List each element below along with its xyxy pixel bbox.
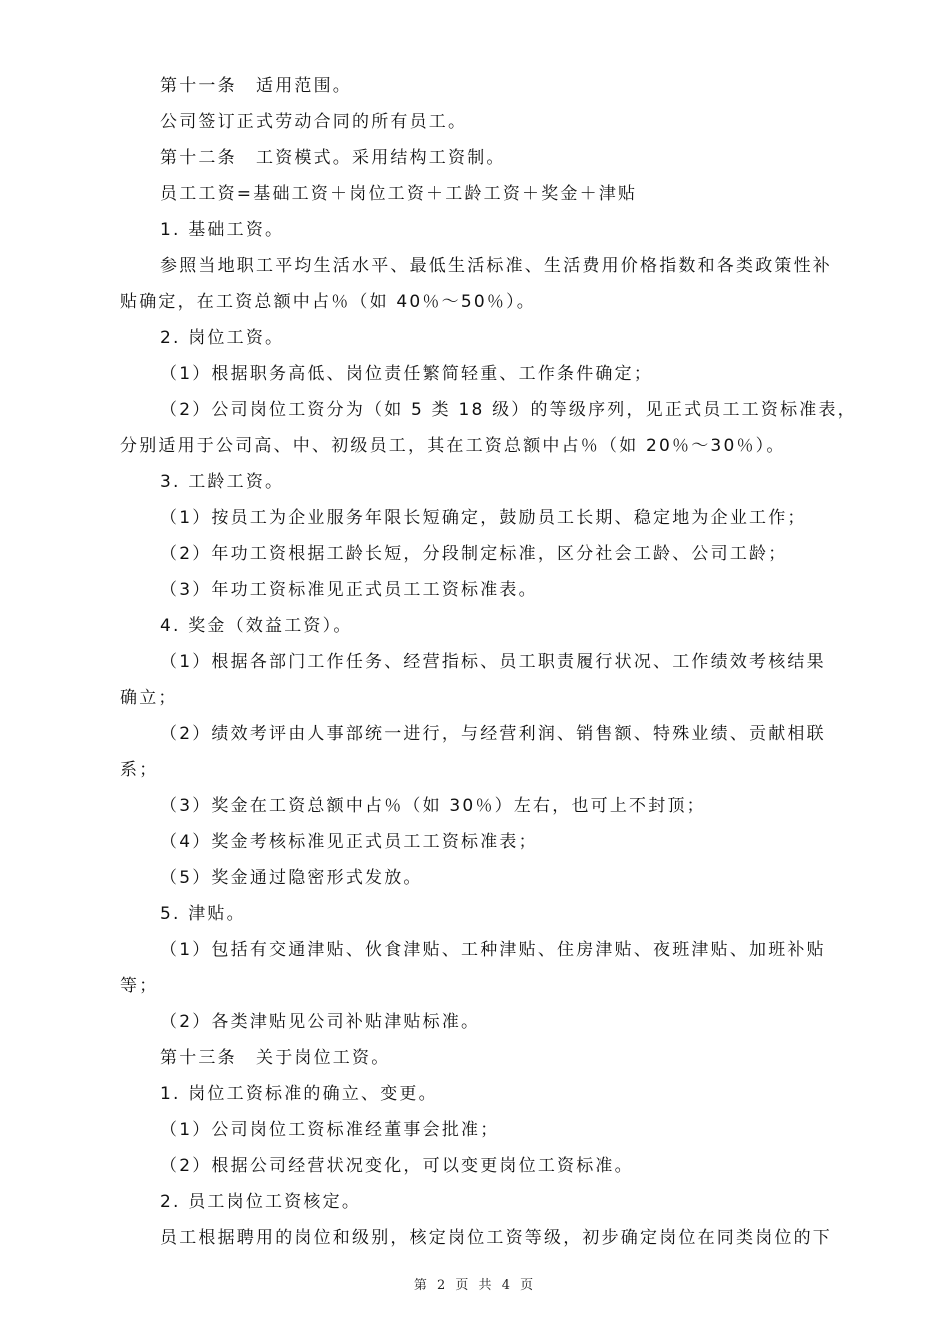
paragraph-line: （2）绩效考评由人事部统一进行，与经营利润、销售额、特殊业绩、贡献相联 [160, 724, 826, 744]
paragraph-line: （1）根据职务高低、岗位责任繁简轻重、工作条件确定； [160, 364, 654, 384]
paragraph-line: 2. 岗位工资。 [160, 328, 285, 348]
paragraph-line: （2）年功工资根据工龄长短，分段制定标准，区分社会工龄、公司工龄； [160, 544, 788, 564]
document-body [120, 68, 857, 1256]
paragraph-line: 1. 基础工资。 [160, 220, 285, 240]
paragraph-line: 员工根据聘用的岗位和级别，核定岗位工资等级，初步确定岗位在同类岗位的下 [160, 1228, 832, 1248]
paragraph-line: （2）各类津贴见公司补贴津贴标准。 [160, 1012, 481, 1032]
paragraph-line: 等； [120, 976, 159, 996]
paragraph-line: 参照当地职工平均生活水平、最低生活标准、生活费用价格指数和各类政策性补 [160, 256, 832, 276]
paragraph-line: （1）公司岗位工资标准经董事会批准； [160, 1120, 500, 1140]
paragraph-line: （1）包括有交通津贴、伙食津贴、工种津贴、住房津贴、夜班津贴、加班补贴 [160, 940, 826, 960]
paragraph-line: 分别适用于公司高、中、初级员工，其在工资总额中占％（如 20％～30％）。 [120, 436, 786, 456]
paragraph-line: （5）奖金通过隐密形式发放。 [160, 868, 423, 888]
page-footer: 第 2 页 共 4 页 [413, 1278, 537, 1293]
paragraph-line: 员工工资=基础工资＋岗位工资＋工龄工资＋奖金＋津贴 [160, 184, 638, 204]
paragraph-line: 系； [120, 760, 159, 780]
paragraph-line: （3）年功工资标准见正式员工工资标准表。 [160, 580, 538, 600]
paragraph-line: 第十二条 工资模式。采用结构工资制。 [160, 148, 506, 168]
paragraph-line: （1）按员工为企业服务年限长短确定，鼓励员工长期、稳定地为企业工作； [160, 508, 807, 528]
paragraph-line: （4）奖金考核标准见正式员工工资标准表； [160, 832, 538, 852]
paragraph-line: 确立； [120, 688, 178, 708]
paragraph-line: 贴确定，在工资总额中占％（如 40％～50％）。 [120, 292, 536, 312]
paragraph-line: 3. 工龄工资。 [160, 472, 285, 492]
paragraph-line: （3）奖金在工资总额中占％（如 30％）左右，也可上不封顶； [160, 796, 706, 816]
paragraph-line: 第十一条 适用范围。 [160, 76, 352, 96]
paragraph-line: （2）公司岗位工资分为（如 5 类 18 级）的等级序列，见正式员工工资标准表， [160, 400, 857, 420]
paragraph-line: （2）根据公司经营状况变化，可以变更岗位工资标准。 [160, 1156, 634, 1176]
paragraph-line: 1. 岗位工资标准的确立、变更。 [160, 1084, 438, 1104]
paragraph-line: 5. 津贴。 [160, 904, 246, 924]
paragraph-line: （1）根据各部门工作任务、经营指标、员工职责履行状况、工作绩效考核结果 [160, 652, 826, 672]
paragraph-line: 公司签订正式劳动合同的所有员工。 [160, 112, 468, 132]
paragraph-line: 2. 员工岗位工资核定。 [160, 1192, 362, 1212]
paragraph-line: 第十三条 关于岗位工资。 [160, 1048, 391, 1068]
paragraph-line: 4. 奖金（效益工资）。 [160, 616, 353, 636]
